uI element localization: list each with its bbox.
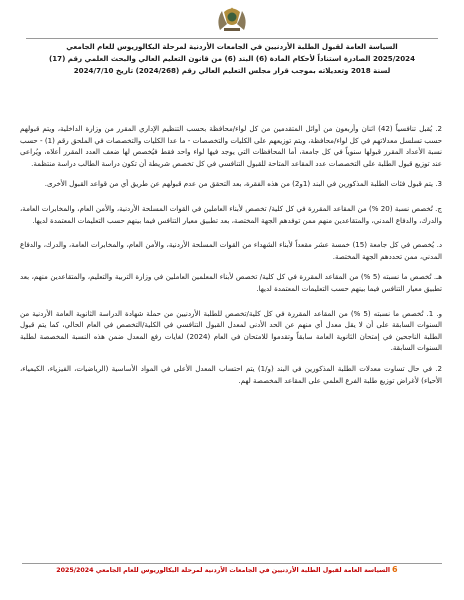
text-line: التربية والتعليم، والمتقاعدين منهم، بعد تطبيق معيار التنافس فيما بينهم حسب التعليمات المعتمدة لديها. <box>20 272 442 293</box>
text-line: و. 1. تُخصص ما نسبته (5 %) من المقاعد المقررة في كل كلية/تخصص للطلبة الأردنيين من حملة شهادة <box>122 308 442 318</box>
page-number: 6 <box>392 565 398 574</box>
text-line: المخصصة لطلبة السنوات السابقة. <box>20 331 442 353</box>
text-line: 2. في حال تساوت معدلات الطلبة المذكورين في البند (و/1) يتم احتساب المعدل الأعلى في المواد الأساسية <box>108 363 442 373</box>
text-line: ج. تُخصص نسبة (20 %) من المقاعد المقررة في كل كلية/ تخصص لأبناء العاملين في القوات المسلحة <box>139 203 442 213</box>
jordan-coat-of-arms-icon <box>215 6 249 34</box>
title-line: 2025/2024 الصادرة استناداً لأحكام المادة (6) البند (6) من قانون التعليم العالي والبحث العلمي رقم (17) <box>48 54 416 63</box>
document-body <box>20 123 442 395</box>
text-line: المقرر من وزارة الداخلية، ويتم قبولهم حسب تسلسل معدلاتهم في كل لواء/محافظة، ويتم توزيعهم على <box>20 124 442 145</box>
paragraph-w2-tie-break <box>20 363 442 386</box>
paragraph-h-teachers <box>20 271 442 294</box>
text-line: د. يُخصص في كل جامعة (15) خمسة عشر مقعداً لأبناء الشهداء من القوات المسلحة الأردنية، والأمن <box>142 240 442 250</box>
paragraph-w1-previous-years <box>20 308 442 354</box>
text-line: الكليات والتخصصات - ما عدا الكليات والتخصصات في الملحق رقم (1) - حسب نسبة الأعداد المقرر <box>20 135 442 157</box>
document-title <box>22 41 442 77</box>
paragraph-d-martyrs <box>20 239 442 262</box>
footer-divider <box>22 563 442 564</box>
text-line: لمعدل القبول التنافسي في الكلية/التخصص في العام الحالي، كما يتم قبول الطلبة الناجحين في إمتحان <box>20 320 442 341</box>
text-line: 3. يتم قبول فئات الطلبة المذكورين في البند (1و2) من هذه الفقرة، بعد التحقق من عدم قبولهم عن <box>147 179 442 189</box>
text-line: 2. يُقبل تنافسياً (42) اثنان وأربعون من أوائل المتقدمين من كل لواء/محافظة بحسب التنظيم الإداري <box>135 124 442 133</box>
text-line: طريق أي من قواعد القبول الأخرى. <box>44 179 148 189</box>
text-line: تخصص شريطة أن تكون دراسة الطالب دراسة منتظمة. <box>31 158 194 168</box>
text-line: قبولها سنوياً في كل جامعة، أما المحافظات التي يوجد فيها لواء واحد فقط فيُخصص لها ضعف العدد <box>82 147 382 157</box>
text-line: العام، والمخابرات العامة، والدرك، والدفاع المدني، ممن تحددهم الجهة المختصة. <box>20 240 442 261</box>
text-line: المقرر أعلاه، ويُراعى عند توزيع قبول الطلبة على التخصصات عدد المقاعد المتاحة للقبول التنافسي في كل <box>20 147 442 168</box>
paragraph-3-verification <box>20 178 442 190</box>
header-divider <box>26 38 438 39</box>
title-line: لسنة 2018 وتعديلاته بموجب قرار مجلس التعليم العالي رقم (2024/268) تاريخ 2024/7/10 <box>73 66 391 75</box>
title-line: السياسة العامة لقبول الطلبة الأردنيين في الجامعات الأردنية لمرحلة البكالوريوس للعام الجامعي <box>66 42 398 51</box>
footer-title: السياسة العامة لقبول الطلبة الأردنيين في الجامعات الأردنية لمرحلة البكالوريوس للعام الجامعي 2025/2024 <box>56 567 390 574</box>
paragraph-j-armed-forces <box>20 203 442 226</box>
text-line: (الرياضيات، الفيزياء، الكيمياء، الأحياء) لأغراض توزيع طلبة الفرع العلمي على المقاعد المخصصة لهم. <box>20 363 442 385</box>
text-line: هـ. تُخصص ما نسبته (5 %) من المقاعد المقررة في كل كلية/ تخصص لأبناء المعلمين العاملين في وزارة <box>132 272 442 282</box>
text-line: الأردنية، والأمن العام، والمخابرات العامة، والدرك، والدفاع المدني، والمتقاعدين منهم ممن توفدهم الجهة <box>20 203 442 225</box>
text-line: الدراسة الثانوية العامة الأردنية من السنوات السابقة على أن لا يقل معدل أي منهم عن الحد الأدنى <box>20 308 442 330</box>
paragraph-2-regional-quota <box>20 123 442 169</box>
text-line: المختصة، بعد تطبيق معيار التنافس فيما بينهم حسب التعليمات المعتمدة لديها. <box>32 215 259 225</box>
text-line: الثانوية العامة سابقاً وتقدموا للامتحان في العام (2024) لغايات رفع المعدل ضمن هذه النسبة <box>68 331 357 341</box>
